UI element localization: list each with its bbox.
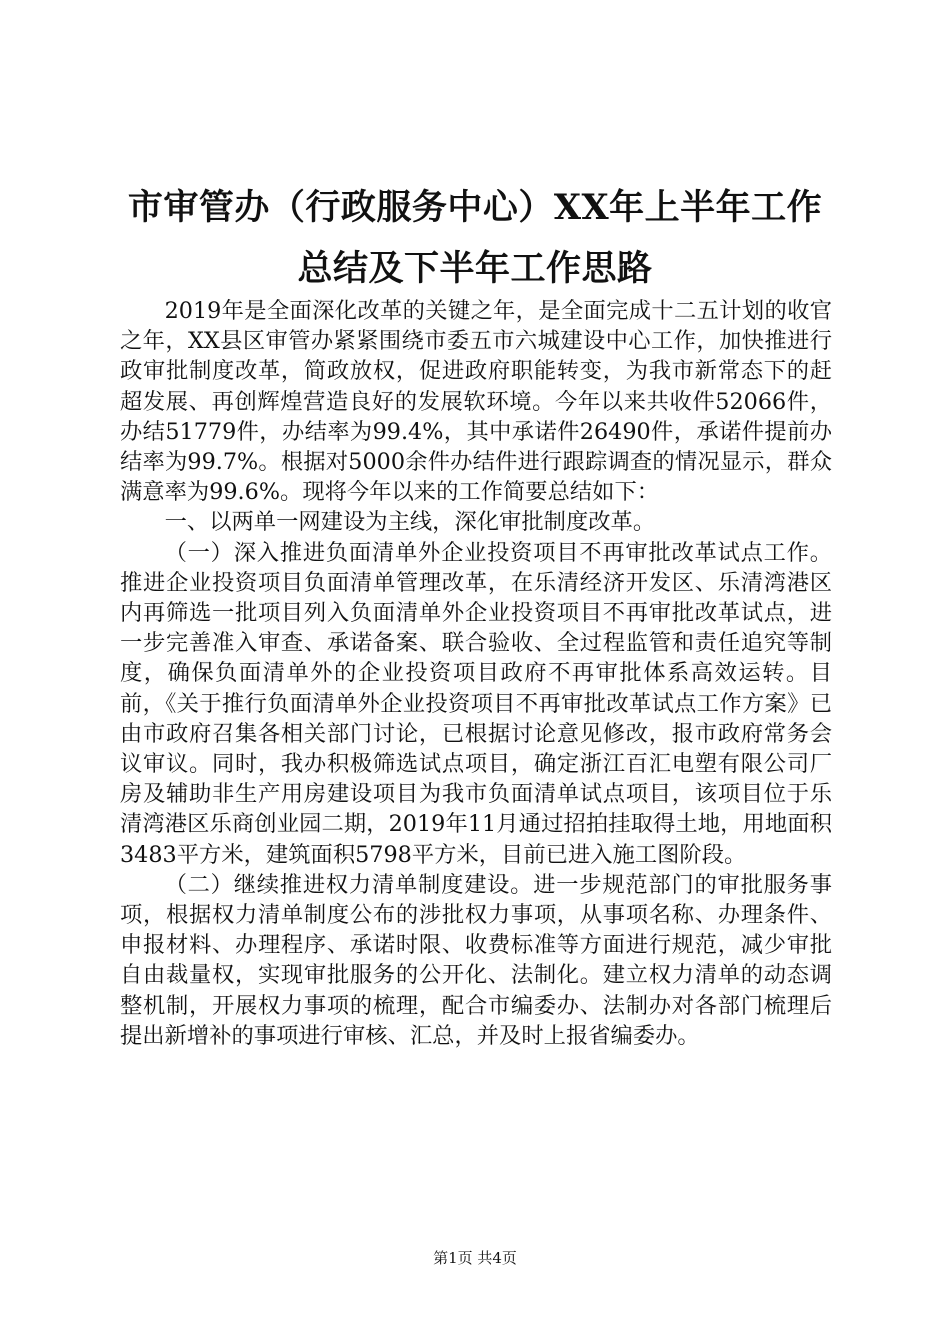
paragraph-section-heading: 一、以两单一网建设为主线，深化审批制度改革。 [164,509,656,536]
paragraph-intro: 2019年是全面深化改革的关键之年，是全面完成十二五计划的收官之年，XX县区审管办紧紧围绕市委五市六城建设中心工作，加快推进行政审批制度改革，简政放权，促进政府职能转变，为我市新常态下的赶超发展、再创辉煌营造良好的发展软环境。今年以来共收件52066件，办结51779件，办结率为99.4%，其中承诺件26490件，承诺件提前办结率为99.7%。根据对5000余件办结件进行跟踪调查的情况显示，群众满意率为99.6%。现将今年以来的工作简要总结如下： [120,298,832,506]
document-title-line-2: 总结及下半年工作思路 [297,248,653,289]
paragraph-item-2: （二）继续推进权力清单制度建设。进一步规范部门的审批服务事项，根据权力清单制度公布的涉批权力事项，从事项名称、办理条件、申报材料、办理程序、承诺时限、收费标准等方面进行规范，减少审批自由裁量权，实现审批服务的公开化、法制化。建立权力清单的动态调整机制，开展权力事项的梳理，配合市编委办、法制办对各部门梳理后提出新增补的事项进行审核、汇总，并及时上报省编委办。 [120,871,832,1049]
paragraph-item-1: （一）深入推进负面清单外企业投资项目不再审批改革试点工作。推进企业投资项目负面清单管理改革，在乐清经济开发区、乐清湾港区内再筛选一批项目列入负面清单外企业投资项目不再审批改革试点，进一步完善准入审查、承诺备案、联合验收、全过程监管和责任追究等制度，确保负面清单外的企业投资项目政府不再审批体系高效运转。目前，《关于推行负面清单外企业投资项目不再审批改革试点工作方案》已由市政府召集各相关部门讨论，已根据讨论意见修改，报市政府常务会议审议。同时，我办积极筛选试点项目，确定浙江百汇电塑有限公司厂房及辅助非生产用房建设项目为我市负面清单试点项目，该项目位于乐清湾港区乐商创业园二期，2019年11月通过招拍挂取得土地，用地面积3483平方米，建筑面积5798平方米，目前已进入施工图阶段。 [120,539,832,868]
page-footer: 第1页 共4页 [433,1249,517,1267]
document-body [120,296,832,1051]
document-title-line-1: 市审管办（行政服务中心）XX年上半年工作 [127,187,823,228]
